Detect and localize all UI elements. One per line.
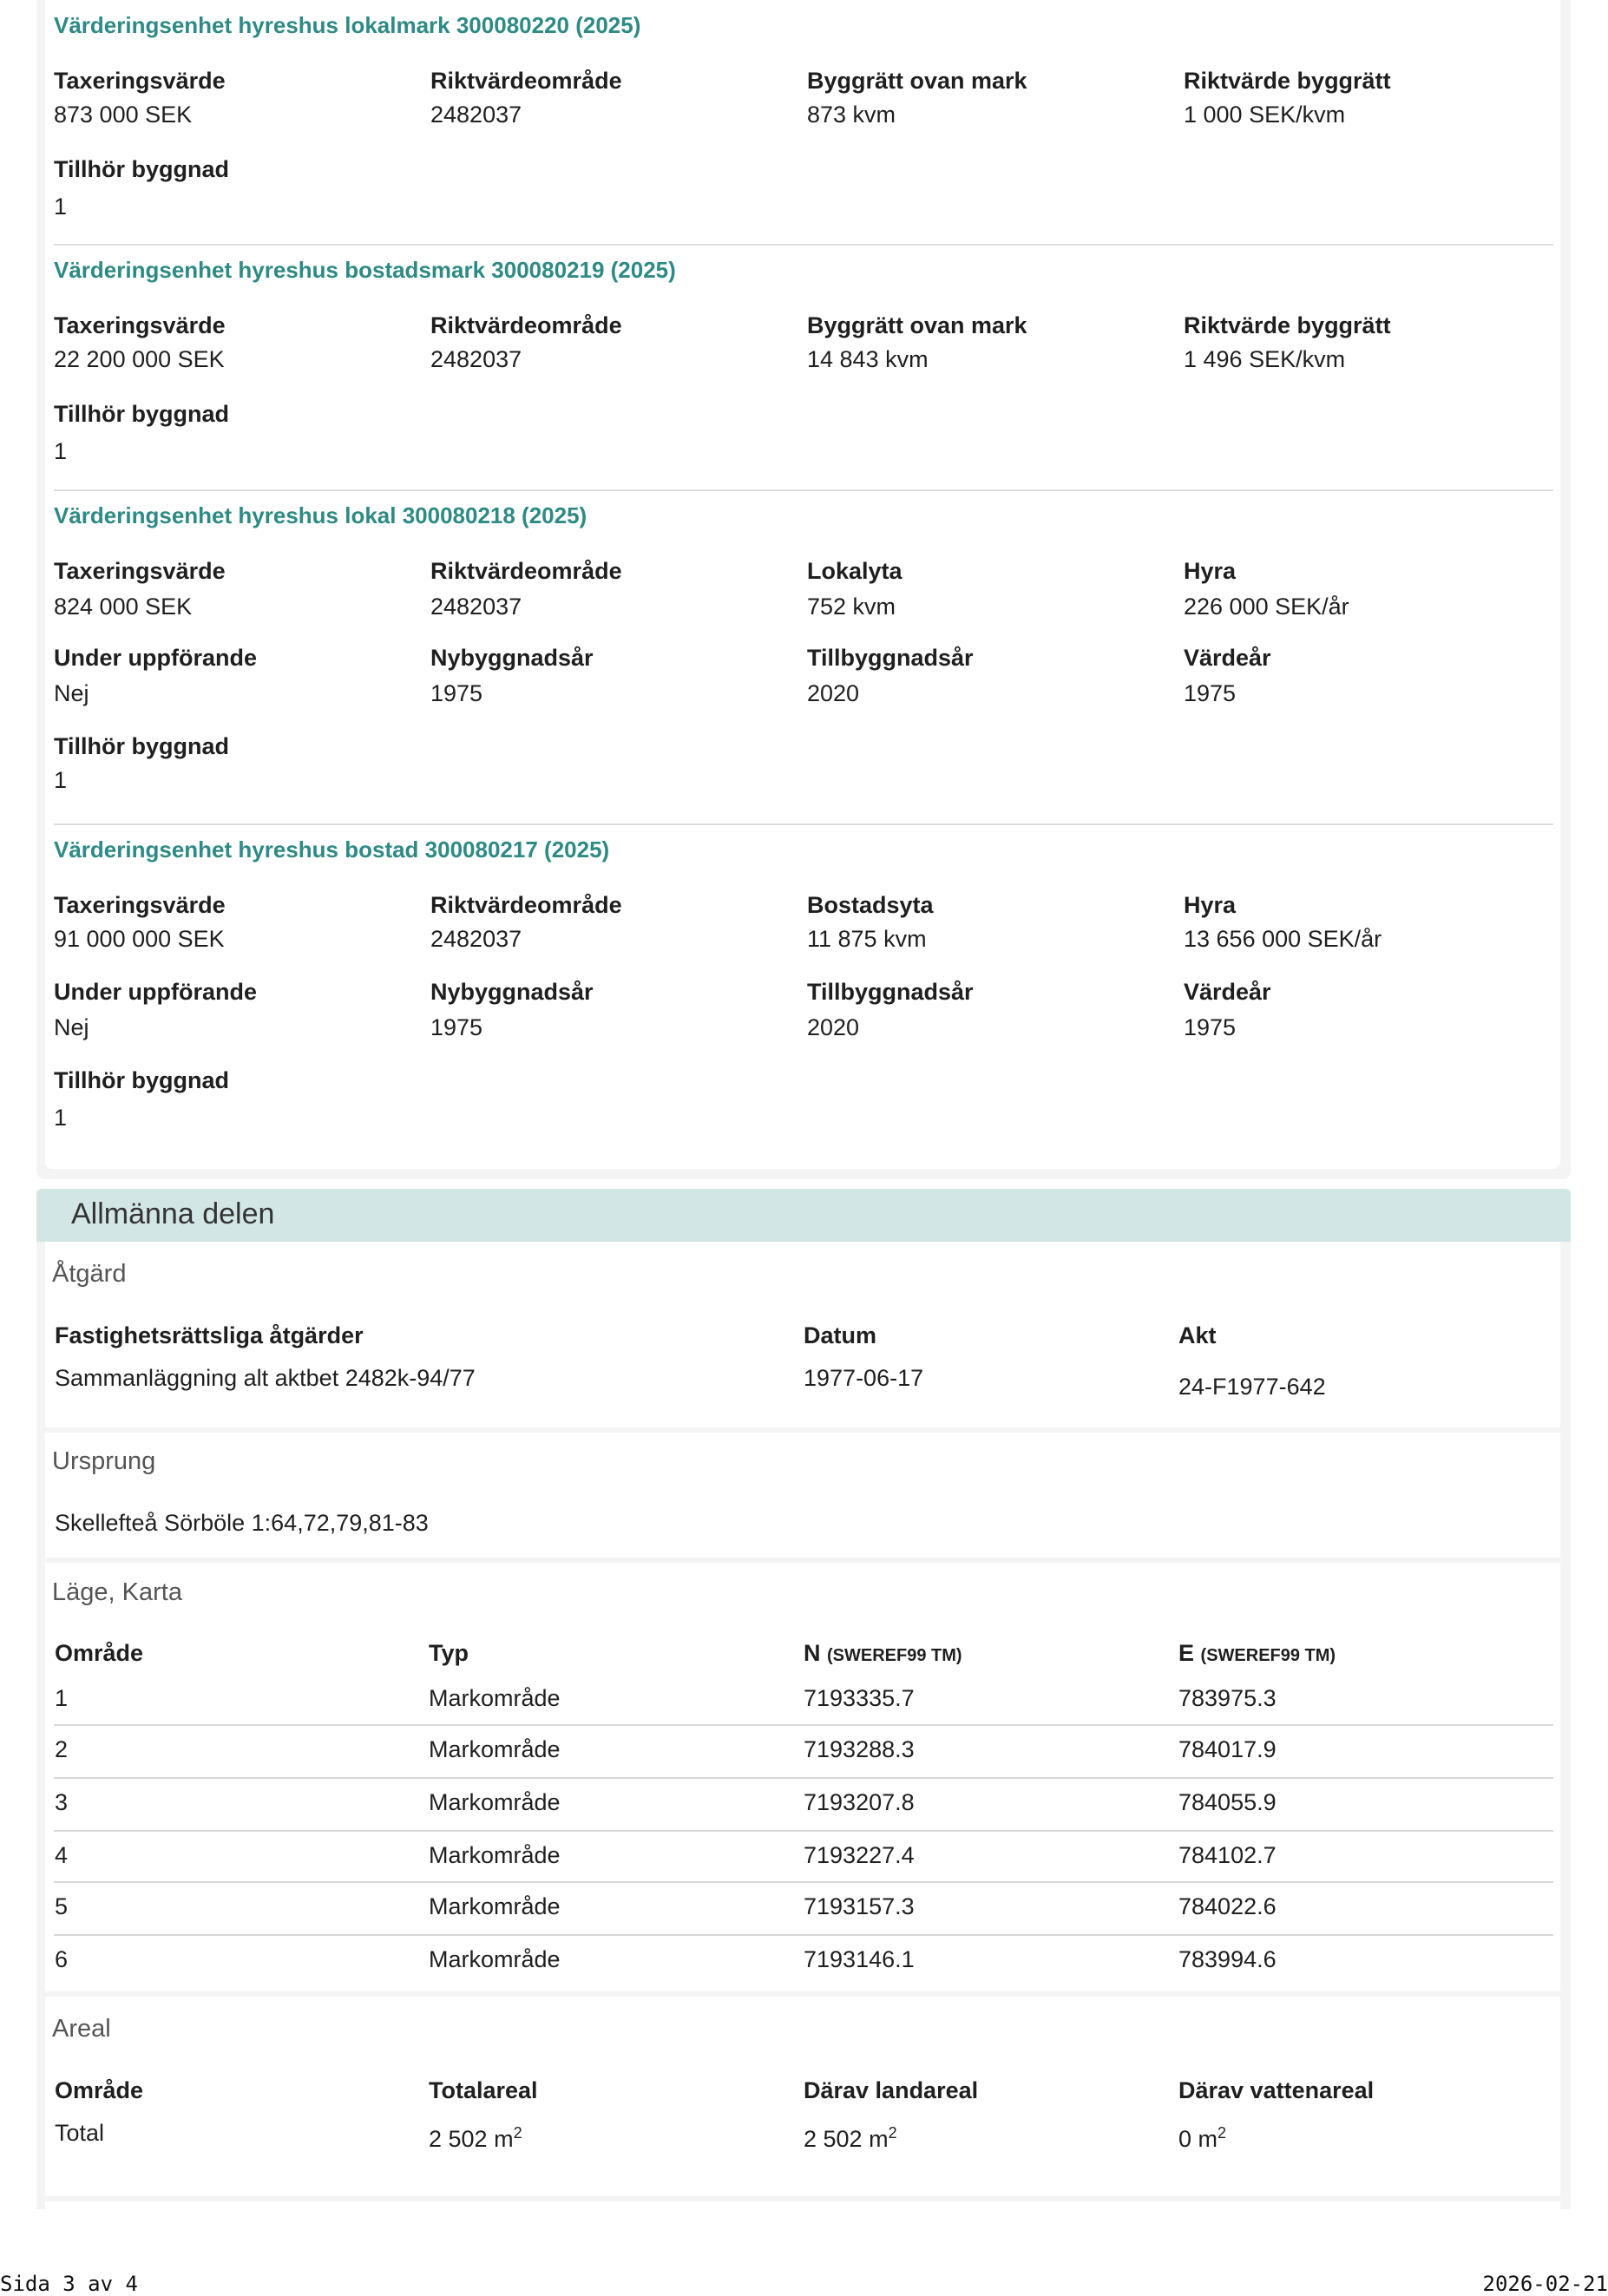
field-vardear	[1184, 979, 1271, 1041]
areal-value-totalareal	[429, 2124, 522, 2153]
field-under-uppforande	[54, 979, 257, 1041]
field-nybyggnadsar	[430, 645, 594, 707]
field-label: Hyra	[1184, 558, 1349, 585]
field-value: 1	[54, 194, 229, 220]
field-value: 22 200 000 SEK	[54, 346, 226, 373]
field-tillhor-byggnad	[54, 401, 229, 465]
table-cell: 783994.6	[1178, 1946, 1277, 1973]
field-value: 14 843 kvm	[807, 346, 1027, 373]
areal-amount: 2 502 m	[804, 2126, 889, 2152]
field-value: 1	[54, 438, 229, 465]
table-cell: 784055.9	[1178, 1789, 1277, 1816]
table-cell: 7193157.3	[804, 1893, 915, 1920]
table-cell: 7193146.1	[804, 1946, 915, 1973]
table-cell: 784102.7	[1178, 1842, 1277, 1869]
unit-divider	[54, 823, 1553, 825]
lage-header-e-suffix: (SWEREF99 TM)	[1201, 1646, 1336, 1665]
row-divider	[54, 1934, 1553, 1936]
field-bostadsyta	[807, 892, 934, 953]
lage-header-typ: Typ	[429, 1640, 469, 1667]
table-cell: 7193207.8	[804, 1789, 915, 1816]
field-value: 1	[54, 1105, 229, 1132]
row-divider	[54, 1830, 1553, 1832]
field-label: Tillhör byggnad	[54, 733, 229, 760]
field-value: Nej	[54, 680, 257, 707]
table-cell: Markområde	[429, 1789, 561, 1816]
areal-exponent: 2	[514, 2124, 522, 2142]
ursprung-card	[45, 1433, 1560, 1558]
valuation-unit-title: Värderingsenhet hyreshus lokal 300080218 (2025)	[54, 502, 587, 529]
field-riktvardeomrade	[430, 558, 622, 620]
areal-header-totalareal: Totalareal	[429, 2077, 538, 2104]
field-taxeringsvarde	[54, 558, 226, 620]
field-value: 873 kvm	[807, 102, 1027, 128]
table-cell: Markområde	[429, 1842, 561, 1869]
field-label: Bostadsyta	[807, 892, 934, 919]
field-value: 13 656 000 SEK/år	[1184, 926, 1382, 953]
row-divider	[54, 1777, 1553, 1779]
table-cell: Markområde	[429, 1685, 561, 1712]
field-value: Nej	[54, 1014, 257, 1041]
field-label: Lokalyta	[807, 558, 902, 585]
next-card	[45, 2201, 1560, 2209]
areal-title: Areal	[52, 2015, 111, 2043]
field-hyra	[1184, 892, 1382, 953]
field-label: Tillhör byggnad	[54, 401, 229, 428]
field-label: Hyra	[1184, 892, 1382, 919]
areal-exponent: 2	[889, 2124, 897, 2142]
atgard-header-fastighetsrattsliga: Fastighetsrättsliga åtgärder	[55, 1322, 364, 1349]
field-byggratt	[807, 68, 1027, 128]
field-value: 2020	[807, 1014, 974, 1041]
table-cell: 784017.9	[1178, 1736, 1277, 1763]
valuation-unit-title: Värderingsenhet hyreshus lokalmark 300080220 (2025)	[54, 12, 640, 39]
field-label: Riktvärdeområde	[430, 558, 622, 585]
field-tillhor-byggnad	[54, 156, 229, 220]
table-cell: Markområde	[429, 1736, 561, 1763]
table-cell: 7193288.3	[804, 1736, 915, 1763]
lage-header-e-label: E	[1178, 1640, 1194, 1666]
table-cell: 5	[55, 1893, 68, 1920]
field-label: Riktvärdeområde	[430, 68, 622, 95]
print-date: 2026-02-21	[1483, 2272, 1608, 2296]
field-tillbyggnadsar	[807, 645, 974, 707]
lage-header-n-label: N	[804, 1640, 821, 1666]
lage-header-n	[804, 1640, 962, 1667]
field-value: 1975	[1184, 680, 1271, 707]
field-taxeringsvarde	[54, 312, 226, 373]
ursprung-title: Ursprung	[52, 1447, 155, 1476]
field-label: Taxeringsvärde	[54, 312, 226, 339]
lage-header-n-suffix: (SWEREF99 TM)	[827, 1646, 962, 1665]
table-cell: 2	[55, 1736, 68, 1763]
field-riktvardeomrade	[430, 892, 622, 953]
atgard-header-akt: Akt	[1178, 1322, 1217, 1349]
field-label: Nybyggnadsår	[430, 979, 594, 1006]
table-cell: 784022.6	[1178, 1893, 1277, 1920]
field-value: 226 000 SEK/år	[1184, 594, 1349, 620]
field-value: 1	[54, 767, 229, 794]
field-label: Riktvärde byggrätt	[1184, 68, 1391, 95]
atgard-value-datum: 1977-06-17	[804, 1365, 923, 1392]
table-cell: 7193227.4	[804, 1842, 915, 1869]
field-label: Byggrätt ovan mark	[807, 312, 1027, 339]
row-divider	[54, 1881, 1553, 1883]
atgard-value-akt: 24-F1977-642	[1178, 1374, 1326, 1401]
field-label: Under uppförande	[54, 645, 257, 672]
field-riktvarde-byggratt	[1184, 312, 1391, 373]
table-cell: 4	[55, 1842, 68, 1869]
field-hyra	[1184, 558, 1349, 620]
field-value: 1975	[430, 1014, 594, 1041]
field-taxeringsvarde	[54, 68, 226, 128]
lage-title: Läge, Karta	[52, 1578, 182, 1607]
field-value: 1975	[1184, 1014, 1271, 1041]
valuation-unit-title: Värderingsenhet hyreshus bostad 300080217 (2025)	[54, 836, 609, 863]
lage-header-e	[1178, 1640, 1336, 1667]
field-tillhor-byggnad	[54, 1067, 229, 1132]
field-value: 873 000 SEK	[54, 102, 226, 128]
areal-header-omrade: Område	[55, 2077, 143, 2104]
table-cell: 6	[55, 1946, 68, 1973]
field-label: Tillhör byggnad	[54, 1067, 229, 1094]
atgard-header-datum: Datum	[804, 1322, 876, 1349]
field-value: 2482037	[430, 594, 622, 620]
areal-header-vattenareal: Därav vattenareal	[1178, 2077, 1374, 2104]
field-label: Tillhör byggnad	[54, 156, 229, 183]
field-label: Nybyggnadsår	[430, 645, 594, 672]
field-label: Värdeår	[1184, 645, 1271, 672]
table-cell: 7193335.7	[804, 1685, 915, 1712]
field-nybyggnadsar	[430, 979, 594, 1041]
field-value: 1 496 SEK/kvm	[1184, 346, 1391, 373]
field-label: Under uppförande	[54, 979, 257, 1006]
unit-divider	[54, 489, 1553, 491]
field-taxeringsvarde	[54, 892, 226, 953]
section-title: Allmänna delen	[71, 1197, 274, 1231]
field-riktvardeomrade	[430, 68, 622, 128]
field-label: Tillbyggnadsår	[807, 979, 974, 1006]
atgard-title: Åtgärd	[52, 1260, 126, 1289]
table-cell: Markområde	[429, 1893, 561, 1920]
field-tillbyggnadsar	[807, 979, 974, 1041]
field-label: Riktvärde byggrätt	[1184, 312, 1391, 339]
field-tillhor-byggnad	[54, 733, 229, 794]
field-value: 2482037	[430, 346, 622, 373]
field-value: 11 875 kvm	[807, 926, 934, 953]
field-lokalyta	[807, 558, 902, 620]
field-value: 2482037	[430, 102, 622, 128]
page-number: Sida 3 av 4	[0, 2272, 138, 2296]
table-cell: 783975.3	[1178, 1685, 1277, 1712]
field-label: Byggrätt ovan mark	[807, 68, 1027, 95]
areal-exponent: 2	[1217, 2124, 1226, 2142]
field-vardear	[1184, 645, 1271, 707]
field-label: Taxeringsvärde	[54, 892, 226, 919]
field-riktvardeomrade	[430, 312, 622, 373]
areal-value-vattenareal	[1178, 2124, 1226, 2153]
field-label: Riktvärdeområde	[430, 312, 622, 339]
field-riktvarde-byggratt	[1184, 68, 1391, 128]
atgard-value-atgard: Sammanläggning alt aktbet 2482k-94/77	[55, 1365, 476, 1392]
field-under-uppforande	[54, 645, 257, 707]
section-header-allmanna-delen	[36, 1189, 1571, 1242]
unit-divider	[54, 244, 1553, 246]
field-value: 1975	[430, 680, 594, 707]
field-label: Riktvärdeområde	[430, 892, 622, 919]
areal-amount: 0 m	[1178, 2126, 1217, 2152]
field-label: Tillbyggnadsår	[807, 645, 974, 672]
field-value: 91 000 000 SEK	[54, 926, 226, 953]
field-value: 1 000 SEK/kvm	[1184, 102, 1391, 128]
areal-value-omrade: Total	[55, 2120, 104, 2147]
field-value: 824 000 SEK	[54, 594, 226, 620]
ursprung-value: Skellefteå Sörböle 1:64,72,79,81-83	[55, 1510, 429, 1537]
field-label: Värdeår	[1184, 979, 1271, 1006]
table-cell: 3	[55, 1789, 68, 1816]
areal-amount: 2 502 m	[429, 2126, 514, 2152]
areal-value-landareal	[804, 2124, 897, 2153]
field-label: Taxeringsvärde	[54, 68, 226, 95]
table-cell: Markområde	[429, 1946, 561, 1973]
areal-header-landareal: Därav landareal	[804, 2077, 978, 2104]
field-value: 2020	[807, 680, 974, 707]
lage-header-omrade: Område	[55, 1640, 143, 1667]
row-divider	[54, 1724, 1553, 1726]
field-label: Taxeringsvärde	[54, 558, 226, 585]
field-byggratt	[807, 312, 1027, 373]
table-cell: 1	[55, 1685, 68, 1712]
field-value: 752 kvm	[807, 594, 902, 620]
valuation-unit-title: Värderingsenhet hyreshus bostadsmark 300080219 (2025)	[54, 257, 676, 284]
field-value: 2482037	[430, 926, 622, 953]
